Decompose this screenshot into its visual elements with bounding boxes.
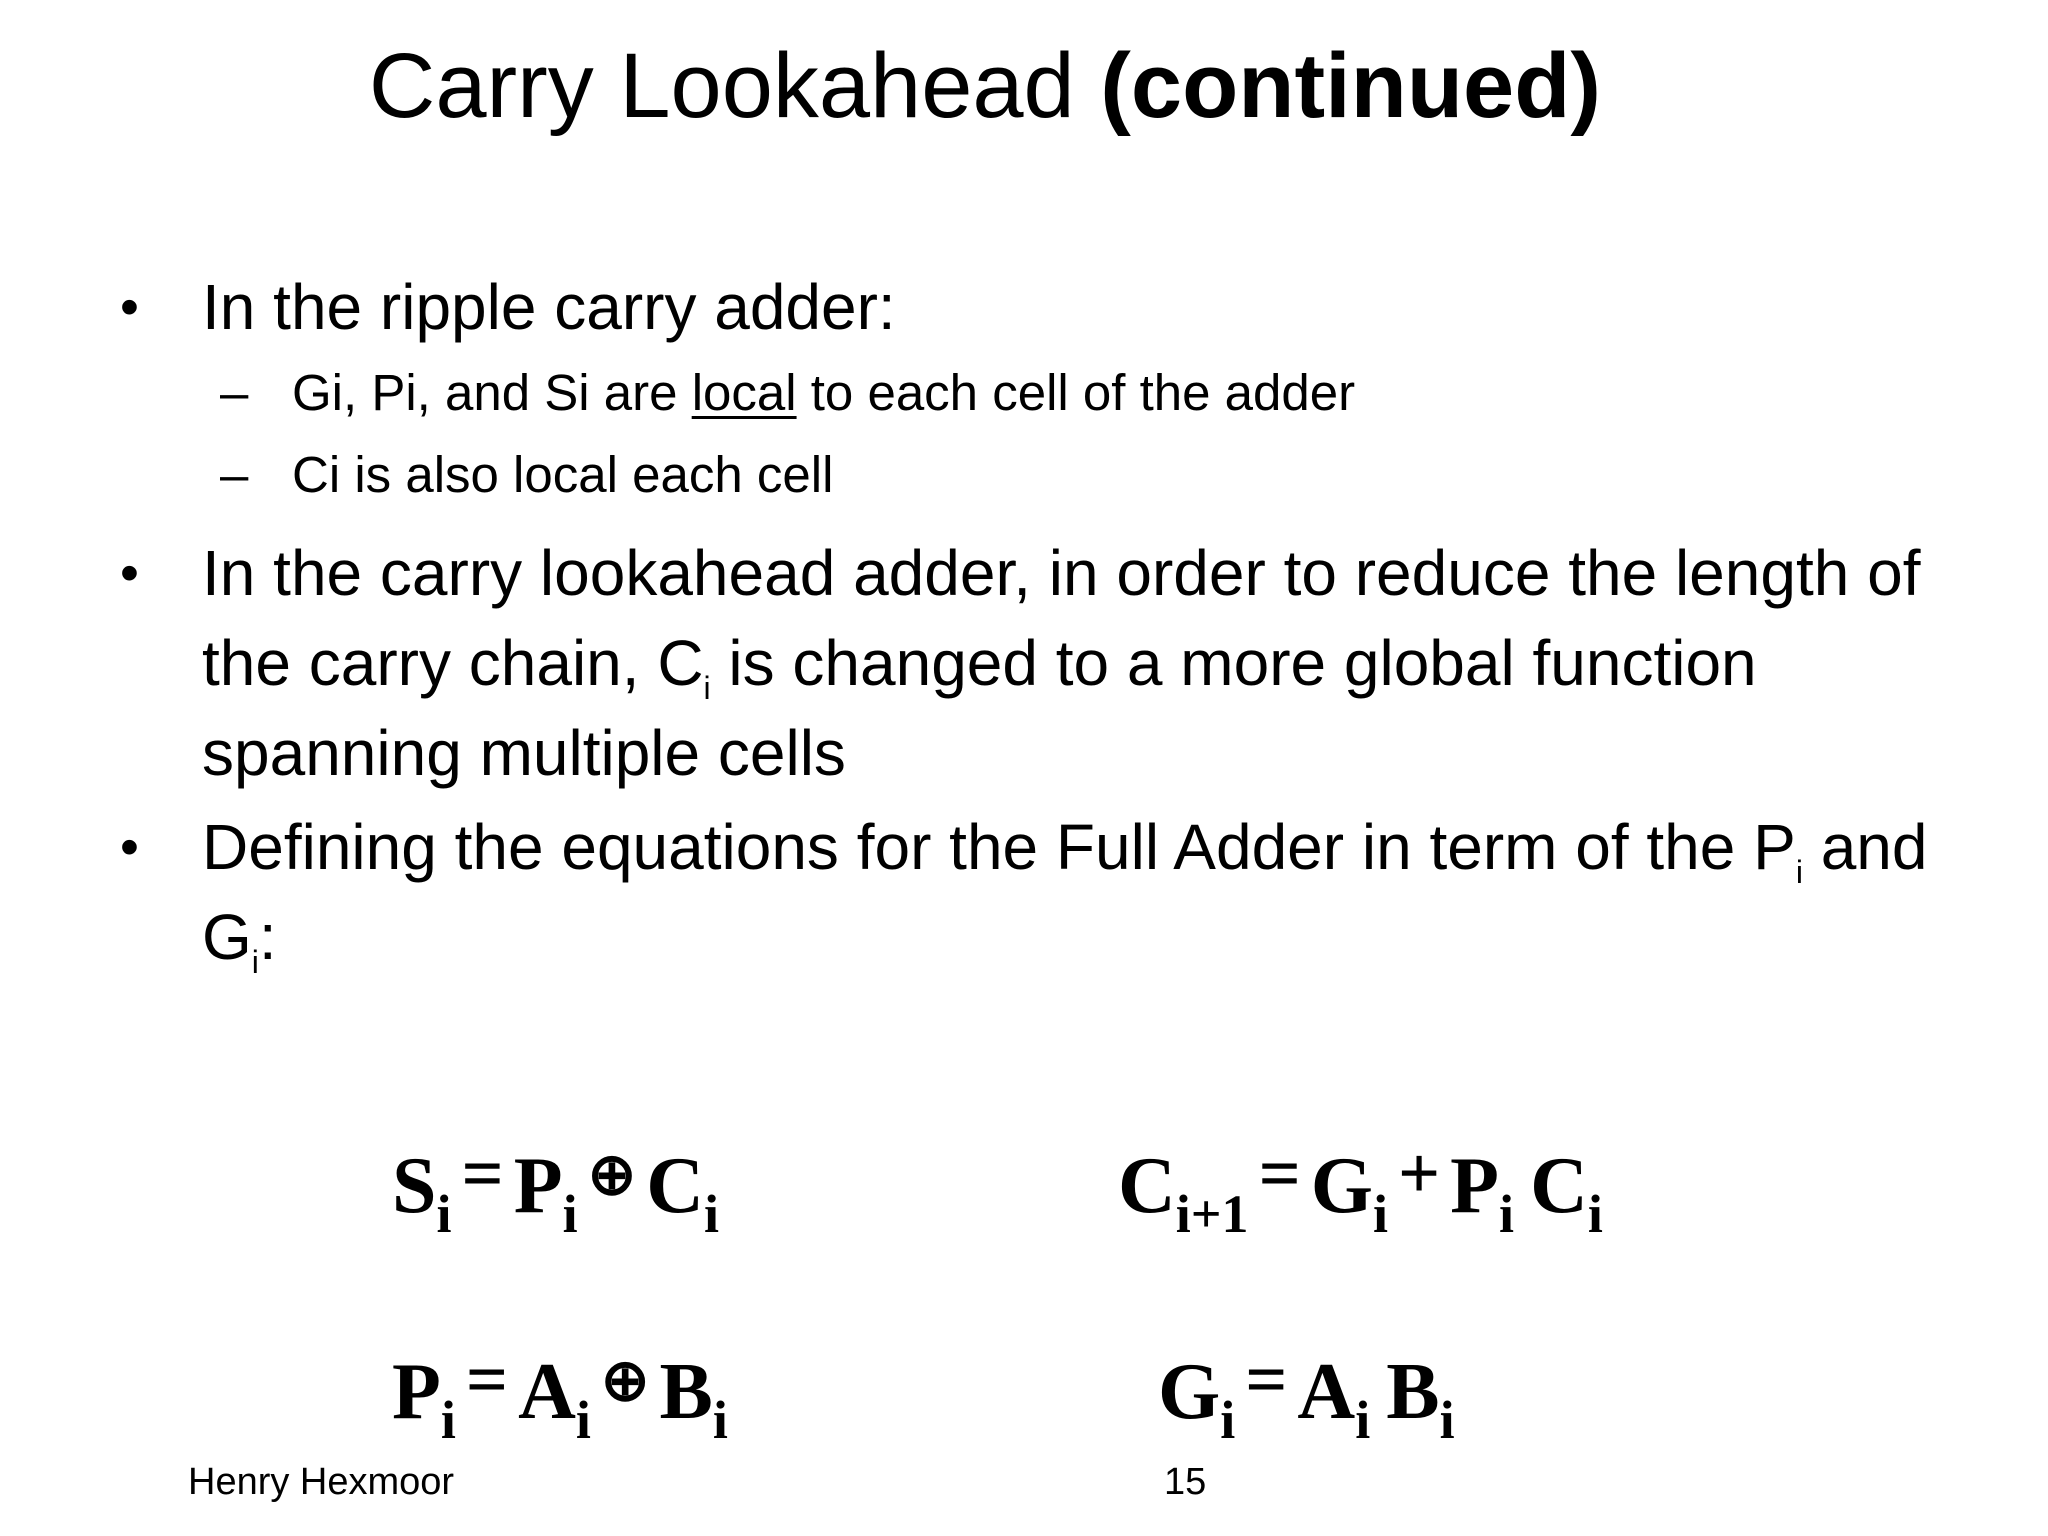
eq-symbol: C	[1530, 1142, 1588, 1230]
eq-subscript: i	[712, 1390, 728, 1450]
bullet-text-after: is changed to a more global function spanning multiple cells	[202, 627, 1757, 789]
subscript-i: i	[251, 944, 259, 980]
xor-operator: ⊕	[587, 1142, 637, 1207]
equation-propagate	[392, 1330, 728, 1450]
equation-carry	[1118, 1124, 1603, 1244]
footer-author: Henry Hexmoor	[188, 1461, 455, 1503]
bullet-text-after: :	[258, 901, 277, 973]
eq-symbol: S	[392, 1142, 437, 1230]
bullet-text-before: In the carry lookahead adder, in order to reduce the length of the carry chain, C	[202, 537, 1921, 699]
eq-symbol: B	[1386, 1348, 1440, 1436]
bullet-dot: •	[120, 817, 139, 877]
subbullet-dash: –	[220, 446, 249, 503]
eq-subscript: i	[1587, 1184, 1603, 1244]
equals-sign: =	[1258, 1133, 1301, 1215]
bullet-ripple-carry	[120, 262, 1982, 352]
eq-symbol: P	[513, 1142, 563, 1230]
eq-subscript: i	[1220, 1390, 1236, 1450]
eq-symbol: C	[646, 1142, 704, 1230]
equals-sign: =	[465, 1339, 509, 1421]
equals-sign: =	[1245, 1339, 1288, 1421]
subbullet-text-after: to each cell of the adder	[796, 364, 1356, 421]
eq-subscript: i	[1355, 1390, 1371, 1450]
subbullet-text-before: Gi, Pi, and Si are	[292, 364, 692, 421]
subbullet-underlined-word: local	[691, 364, 797, 421]
eq-subscript: i	[1439, 1390, 1455, 1450]
eq-subscript: i	[440, 1390, 456, 1450]
eq-subscript: i	[703, 1184, 719, 1244]
bullet-dot: •	[120, 543, 139, 603]
eq-subscript: i	[1499, 1184, 1515, 1244]
subbullet-local	[220, 358, 1356, 428]
eq-symbol: G	[1310, 1142, 1373, 1230]
footer-page-number: 15	[1164, 1461, 1207, 1503]
eq-subscript: i+1	[1175, 1184, 1249, 1244]
title-main: Carry Lookahead	[368, 35, 1075, 137]
xor-operator: ⊕	[600, 1348, 650, 1413]
eq-symbol: A	[1297, 1348, 1356, 1436]
eq-symbol: G	[1158, 1348, 1221, 1436]
subscript-i: i	[1795, 854, 1803, 890]
subbullet-ci-local	[220, 440, 834, 510]
bullet-text: In the ripple carry adder:	[202, 271, 896, 343]
eq-symbol: A	[518, 1348, 576, 1436]
eq-subscript: i	[575, 1390, 591, 1450]
plus-operator: +	[1397, 1133, 1441, 1215]
eq-symbol: B	[659, 1348, 713, 1436]
equals-sign: =	[461, 1133, 504, 1215]
subbullet-dash: –	[220, 364, 249, 421]
equation-generate	[1158, 1330, 1455, 1450]
subbullet-text: Ci is also local each cell	[292, 446, 834, 503]
eq-subscript: i	[436, 1184, 452, 1244]
subscript-i: i	[703, 670, 711, 706]
eq-symbol: P	[392, 1348, 441, 1436]
eq-subscript: i	[1372, 1184, 1388, 1244]
slide-title	[0, 26, 1970, 146]
bullet-carry-lookahead	[120, 528, 1922, 798]
title-bold: (continued)	[1100, 35, 1602, 137]
bullet-dot: •	[120, 277, 139, 337]
bullet-text-before: Defining the equations for the Full Adder in term of the P	[202, 811, 1796, 883]
equation-sum	[392, 1124, 719, 1244]
bullet-defining-equations	[120, 802, 1962, 982]
eq-symbol: C	[1118, 1142, 1176, 1230]
bullet-text-mid: and G	[202, 811, 1928, 973]
eq-subscript: i	[562, 1184, 578, 1244]
eq-symbol: P	[1450, 1142, 1500, 1230]
